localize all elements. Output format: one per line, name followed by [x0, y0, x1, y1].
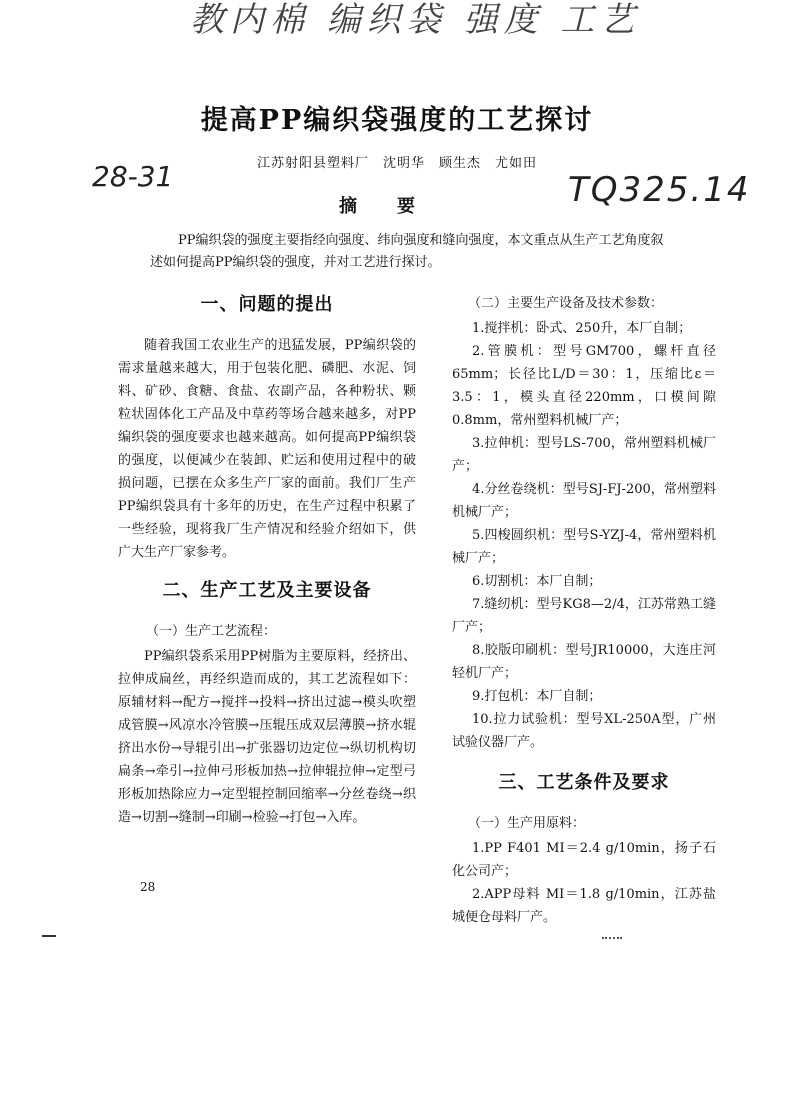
- material-item: 2.APP母料 MI＝1.8 g/10min，江苏盐城便仓母料厂产。: [452, 887, 716, 925]
- equipment-item: 10.拉力试验机：型号XL-250A型，广州试验仪器厂产。: [452, 712, 716, 750]
- section-heading-2: 二、生产工艺及主要设备: [162, 580, 372, 601]
- subsection-heading-materials: （一）生产用原料：: [468, 816, 586, 831]
- subsection-heading-process: （一）生产工艺流程：: [146, 624, 277, 639]
- handwritten-classification-code: TQ325.14: [568, 170, 751, 210]
- scan-artifact-mark: [42, 935, 56, 937]
- equipment-item: 9.打包机：本厂自制；: [472, 689, 602, 704]
- equipment-item: 5.四梭圆织机：型号S-YZJ-4，常州塑料机械厂产；: [452, 528, 716, 566]
- scan-artifact-mark: [602, 937, 622, 941]
- equipment-item: 1.搅拌机：卧式、250升，本厂自制；: [472, 321, 692, 336]
- section-1-paragraph: 随着我国工农业生产的迅猛发展，PP编织袋的需求量越来越大，用于包装化肥、磷肥、水泥、饲料、矿砂、食糖、食盐、农副产品，各种粉状、颗粒状固体化工产品及中草药等场合越来越多，对PP编织袋的强度要求也越来越高。如何提高PP编织袋的强度，以便减少在装卸、贮运和使用过程中的破损问题，已摆在众多生产厂家的面前。我们厂生产PP编织袋具有十多年的历史，在生产过程中积累了一些经验，现将我厂生产情况和经验介绍如下，供广大生产厂家参考。: [118, 338, 416, 560]
- equipment-item: 8.胶版印刷机：型号JR10000，大连庄河轻机厂产；: [452, 643, 716, 681]
- equipment-item: 3.拉伸机：型号LS-700，常州塑料机械厂产；: [452, 436, 716, 474]
- page-number: 28: [140, 880, 156, 894]
- paper-title: 提高PP编织袋强度的工艺探讨: [200, 105, 594, 136]
- section-heading-1: 一、问题的提出: [200, 294, 334, 315]
- author-line: 江苏射阳县塑料厂 沈明华 顾生杰 尤如田: [256, 156, 537, 171]
- equipment-item: 7.缝纫机：型号KG8—2/4，江苏常熟工缝厂产；: [452, 597, 716, 635]
- handwritten-page-range: 28-31: [92, 160, 174, 193]
- process-flow-paragraph: PP编织袋系采用PP树脂为主要原料，经挤出、拉伸成扁丝，再经织造而成的，其工艺流程如下：原辅材料→配方→搅拌→投料→挤出过滤→模头吹塑成管膜→风凉水冷管膜→压辊压成双层薄膜→挤水辊挤出水份→导辊引出→扩张器切边定位→纵切机构切扁条→牵引→拉伸弓形板加热→拉伸辊拉伸→定型弓形板加热除应力→定型辊控制回缩率→分丝卷绕→织造→切割→缝制→印刷→检验→打包→入库。: [118, 649, 416, 825]
- subsection-heading-equipment: （二）主要生产设备及技术参数：: [468, 296, 664, 311]
- material-item: 1.PP F401 MI＝2.4 g/10min，扬子石化公司产；: [452, 841, 716, 879]
- abstract-text: PP编织袋的强度主要指经向强度、纬向强度和缝向强度，本文重点从生产工艺角度叙述如何提高PP编织袋的强度，并对工艺进行探讨。: [150, 233, 664, 270]
- left-column: [118, 292, 416, 829]
- right-column: [452, 292, 716, 929]
- section-heading-3: 三、工艺条件及要求: [498, 772, 670, 793]
- abstract-heading: 摘要: [339, 196, 455, 217]
- handwritten-keywords: 教内棉 编织袋 强度 工艺: [190, 0, 641, 40]
- equipment-item: 6.切割机：本厂自制；: [472, 574, 602, 589]
- equipment-item: 2.管膜机：型号GM700，螺杆直径65mm；长径比L/D＝30：1，压缩比ε＝3.5：1，模头直径220mm，口模间隙0.8mm，常州塑料机械厂产；: [452, 344, 716, 428]
- equipment-item: 4.分丝卷绕机：型号SJ-FJ-200，常州塑料机械厂产；: [452, 482, 716, 520]
